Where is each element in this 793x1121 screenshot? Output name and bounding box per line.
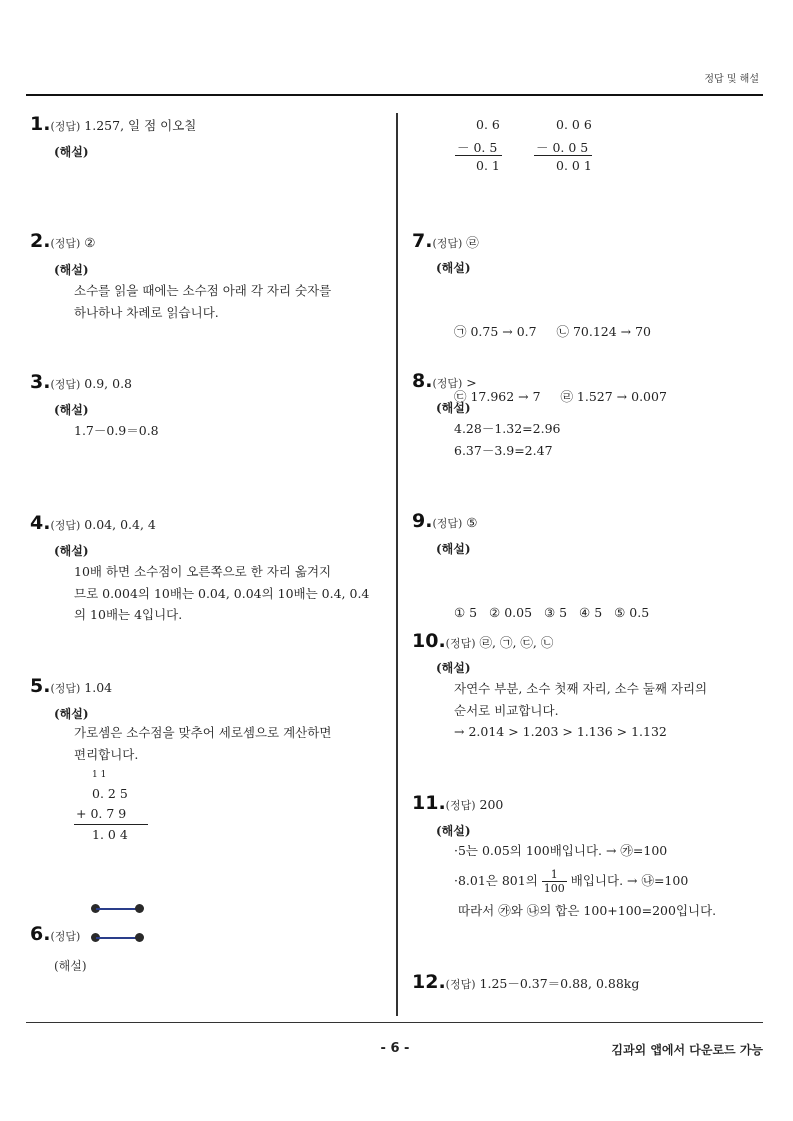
answer-text: ㉣ [466,235,479,250]
answer-label: (정답) [432,377,463,390]
answer-label: (정답) [445,799,476,812]
question-number: 11. [412,792,446,814]
answer-text: 0.04, 0.4, 4 [84,517,156,532]
line-segment [96,908,140,910]
carry-digits: 1 1 [92,770,107,780]
answer-text: 1.257, 일 점 이오칠 [84,118,197,133]
difference-line [455,155,502,156]
question-number: 4. [30,512,51,534]
answer-text: ⑤ [466,515,478,530]
explanation-line: 자연수 부분, 소수 첫째 자리, 소수 둘째 자리의 [454,681,708,696]
answer-text: > [466,375,477,390]
answer-label: (정답) [50,378,81,391]
question-number: 2. [30,230,51,252]
explanation-line: ㉠ 0.75 → 0.7 ㉡ 70.124 → 70 [454,324,652,339]
explanation-line: ① 5 ② 0.05 ③ 5 ④ 5 ⑤ 0.5 [454,605,650,620]
fraction [542,868,567,895]
minuend-a: 0. 6 [476,117,500,132]
question-7 [412,230,479,252]
question-number: 5. [30,675,51,697]
explanation-line: ·5는 0.05의 100배입니다. → ㉮=100 [454,843,668,858]
question-5 [30,675,112,697]
answer-label: (정답) [50,519,81,532]
explanation-line [454,864,688,898]
explanation-text: 배입니다. → ㉯=100 [570,873,689,888]
question-number: 6. [30,923,51,945]
difference-line [534,155,592,156]
difference-b: 0. 0 1 [556,158,592,173]
difference-a: 0. 1 [476,158,500,173]
question-8 [412,370,477,392]
minuend-b: 0. 0 6 [556,117,592,132]
answer-text: 0.9, 0.8 [84,376,133,391]
question-6 [30,923,84,945]
answer-label: (정답) [50,120,81,133]
question-number: 1. [30,113,51,135]
question-number: 10. [412,630,446,652]
explanation-line: 의 10배는 4입니다. [74,607,183,622]
footer-download-note: 김과외 앱에서 다운로드 가능 [611,1043,763,1057]
answer-text: 200 [479,797,504,812]
footer-rule [26,1022,763,1023]
explanation-line: 하나하나 차례로 읽습니다. [74,304,219,320]
question-number: 12. [412,971,446,993]
explanation-line: 10배 하면 소수점이 오른쪽으로 한 자리 옮겨지 [74,564,332,579]
fraction-denominator: 100 [543,882,565,895]
explanation-label: (해설) [54,707,89,721]
explanation-line: 가로셈은 소수점을 맞추어 세로셈으로 계산하면 [74,725,332,740]
explanation-text [74,420,159,442]
subtrahend-b: － 0. 0 5 [536,140,589,155]
addend-bottom: + 0. 7 9 [76,806,127,821]
answer-label: (정답) [432,237,463,250]
question-3 [30,371,132,393]
explanation-text [454,278,667,429]
answer-label: (정답) [50,237,81,250]
explanation-line: 따라서 ㉮와 ㉯의 합은 100+100=200입니다. [458,903,717,918]
explanation-label: (해설) [54,959,87,973]
point-icon [135,933,144,942]
explanation-label: (해설) [436,661,471,675]
explanation-text [454,418,560,461]
explanation-line: 순서로 비교합니다. [454,702,559,718]
question-number: 3. [30,371,51,393]
question-number: 9. [412,510,433,532]
question-4 [30,512,156,534]
explanation-text [74,722,331,765]
question-2 [30,230,96,252]
line-segment [96,937,140,939]
explanation-text [74,280,331,323]
explanation-label: (해설) [436,824,471,838]
answer-label: (정답) [432,517,463,530]
explanation-text [454,678,707,743]
explanation-line: 편리합니다. [74,746,139,762]
answer-label: (정답) [50,682,81,695]
explanation-label: (해설) [436,261,471,275]
explanation-label: (해설) [54,145,89,159]
explanation-label: (해설) [54,263,89,277]
explanation-text: ·8.01은 801의 [454,873,538,888]
answer-text: ② [84,235,96,250]
sum-result: 1. 0 4 [92,827,128,842]
answer-text: 1.04 [84,680,113,695]
answer-label: (정답) [445,978,476,991]
fraction-numerator: 1 [542,868,567,882]
explanation-line: ㉢ 17.962 → 7 ㉣ 1.527 → 0.007 [454,388,667,404]
question-1 [30,113,196,135]
subtrahend-a: － 0. 5 [457,140,498,155]
point-icon [135,904,144,913]
explanation-line: 4.28－1.32=2.96 [454,421,561,436]
addend-top: 0. 2 5 [92,786,128,801]
explanation-label: (해설) [54,403,89,417]
answer-label: (정답) [50,930,81,943]
explanation-line: 6.37－3.9=2.47 [454,442,553,458]
question-number: 8. [412,370,433,392]
explanation-label: (해설) [436,401,471,415]
page-number: - 6 - [380,1041,410,1056]
explanation-line: 므로 0.004의 10배는 0.04, 0.04의 10배는 0.4, 0.4 [74,585,370,601]
explanation-label: (해설) [54,544,89,558]
question-11 [412,792,503,814]
question-10 [412,630,553,652]
explanation-line: 1.7－0.9＝0.8 [74,423,159,438]
explanation-text [74,561,369,626]
answer-text: ㉣, ㉠, ㉢, ㉡ [479,635,554,650]
header-rule [26,94,763,96]
question-9 [412,510,478,532]
explanation-line: 소수를 읽을 때에는 소수점 아래 각 자리 숫자를 [74,283,332,298]
answer-text: 1.25－0.37＝0.88, 0.88kg [479,976,640,991]
header-title: 정답 및 해설 [704,74,759,85]
sum-line [74,824,148,825]
explanation-label: (해설) [436,542,471,556]
answer-label: (정답) [445,637,476,650]
question-number: 7. [412,230,433,252]
explanation-line: → 2.014 > 1.203 > 1.136 > 1.132 [454,724,667,739]
question-12 [412,971,639,993]
column-divider [396,113,398,1016]
